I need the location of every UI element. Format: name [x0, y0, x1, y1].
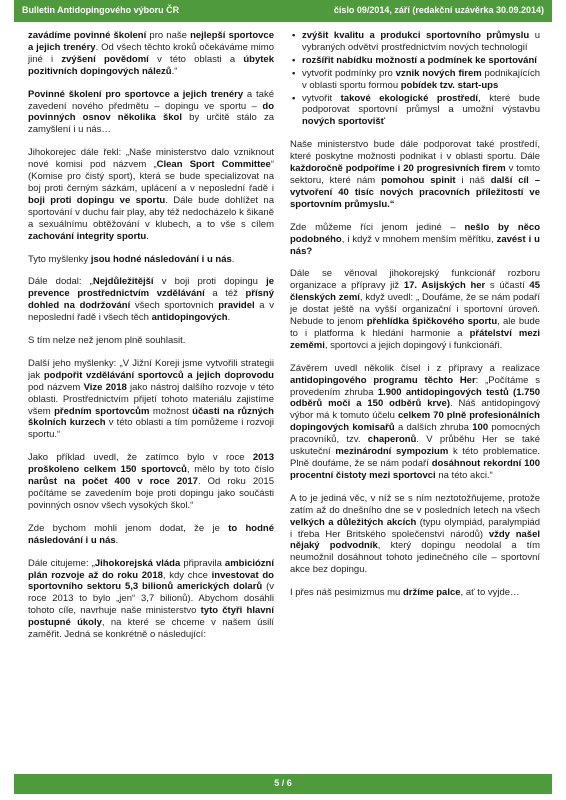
text-run: Další jeho myšlenky: „V Jižní Koreji jsme vytvořili strategii jak — [28, 357, 274, 381]
bold-text: předním sportovcům — [54, 405, 150, 417]
bold-text: zavádíme povinné školení — [28, 30, 147, 41]
text-run: jako nástroj dalšího rozvoje v této oblasti. Prostřednictvím přijetí tohoto materiálu zajistíme všem — [28, 381, 274, 417]
bold-text: celkem 70 plně profesionálních dopingových komisařů — [290, 410, 540, 434]
text-run: připravila — [180, 557, 225, 569]
bold-text: velkých a důležitých akcích — [290, 516, 417, 528]
text-run: v boji proti dopingu — [153, 276, 267, 288]
bold-text: antidopingových — [151, 312, 228, 324]
bold-text: 2013 proškoleno celkem 150 sportovců — [28, 452, 274, 476]
text-run: “ (Komise pro čistý sport), která se bude specializovat na boj proti černým sázkám, uplácení a v neposlední řadě i — [28, 159, 274, 194]
bold-text: Povinné školení pro sportovce a jejich trenéry — [28, 88, 244, 100]
text-run: pro naše — [146, 30, 191, 41]
paragraph — [290, 268, 540, 351]
bold-text: to hodné následování i u nás — [28, 522, 274, 546]
bold-text: antidopingového programu těchto Her — [290, 374, 476, 386]
text-run: , kdy chce — [162, 569, 212, 581]
bulletin-title: Bulletin Antidopingového výboru ČR — [22, 5, 180, 15]
text-run: Jako příklad uvedl, že zatímco bylo v roce — [28, 452, 253, 464]
bold-text: zachování integrity sportu — [28, 230, 147, 242]
text-run: podnikajících v oblasti sportu formou — [302, 67, 541, 91]
text-run: vytvořit podmínky pro — [302, 67, 396, 79]
text-run: možnost — [149, 405, 193, 417]
bold-text: dosáhnout rekordní 100 procentní čistoty mezi sportovci — [290, 458, 540, 481]
page-footer — [14, 774, 552, 794]
text-run: : „Počítáme s provedením zhruba — [290, 374, 540, 398]
paragraph — [28, 358, 274, 441]
text-run: Závěrem uvedl několik čísel i z přípravy a realizace — [290, 362, 540, 374]
bold-text: do povinných osnov několika škol — [28, 100, 274, 124]
paragraph — [28, 523, 274, 547]
bold-text: Jihokorejská vláda — [94, 557, 181, 569]
text-run: . — [146, 230, 149, 242]
bold-text: zavést i u nás? — [290, 233, 540, 257]
bold-text: investovat do sportovního sektoru 5,3 bilionů amerických dolarů — [28, 569, 274, 593]
text-run: (typu olympiád, paralympiád i třeba Her Britského společenství národů) — [290, 516, 540, 540]
bold-text: 17. Asijských her — [403, 280, 486, 292]
bold-text: boji proti dopingu ve sportu — [28, 194, 166, 206]
text-run: A to je jediná věc, v níž se s ním neztotožňujeme, protože zatím až do dnešního dne se v posledních letech na všech — [290, 492, 540, 516]
text-run: , který dopingu neodolal a tím neumožnil dosáhnout tohoto jedinečného cíle – sportovní akce bez dopingu. — [290, 540, 540, 576]
list-item — [290, 68, 540, 92]
bold-text: nových sportovišť — [302, 116, 386, 128]
bold-text: 45 členských zemí — [290, 280, 540, 304]
bold-text: rozšířit nabídku možností a podmínek ke sportování — [302, 54, 537, 66]
text-run: a v neposlední řadě i všech těch — [28, 300, 274, 324]
text-run: . — [115, 534, 119, 546]
text-run: . — [227, 312, 231, 324]
paragraph — [28, 335, 274, 347]
bold-text: takové ekologické prostředí — [340, 92, 479, 104]
bold-text: pravidel — [218, 300, 255, 312]
bold-text: tyto čtyři hlavní postupné úkoly — [28, 605, 274, 629]
bold-text: další cíl – vytvoření 40 tisíc nových pracovních příležitostí ve sportovním průmyslu.“ — [290, 174, 540, 210]
left-column — [28, 30, 274, 652]
text-run: (v roce 2013 to bylo „jen“ 3,7 bilionů). Abychom dosáhli tohoto cíle, navrhuje naše ministerstvo — [28, 581, 274, 617]
bold-text: ambiciózní plán rozvoje až do roku 2018 — [28, 557, 274, 581]
text-run: k této problematice. Plně doufáme, že se nám podaří — [290, 446, 540, 469]
paragraph — [290, 587, 540, 599]
text-run: na této akci.“ — [435, 469, 493, 481]
paragraph — [290, 139, 540, 210]
text-run: a také zavedení nového předmětu – dopingu ve sportu – — [28, 88, 274, 112]
text-run: Dále citujeme: „ — [28, 557, 95, 569]
bold-text: zvýšit kvalitu a produkci sportovního průmyslu — [302, 30, 530, 41]
text-run: . Od roku 2015 počítáme se zavedením boje proti dopingu jako součásti povinných osnov všech vysokých škol.“ — [28, 476, 274, 511]
bold-text: mezinárodní sympozium — [335, 446, 449, 458]
text-run: Zde bychom mohli jenom dodat, že je — [28, 522, 229, 534]
text-run: S tím nelze než jenom plně souhlasit. — [28, 335, 186, 347]
paragraph — [28, 147, 274, 242]
text-run: I přes náš pesimizmus mu — [290, 587, 403, 599]
text-run: Jihokorejec dále řekl: „Naše ministerstvo dalo vzniknout nové komisi pod názvem „ — [28, 147, 274, 171]
bold-text: narůst na počet 400 v roce 2017 — [28, 476, 198, 488]
paragraph — [290, 222, 540, 258]
bold-text: chaperonů — [367, 434, 417, 446]
list-item — [290, 30, 540, 54]
bold-text: Clean Sport Committee — [156, 159, 271, 171]
text-run: , ať to vyjde… — [460, 587, 520, 599]
text-run: Zde můžeme říci jenom jediné – — [290, 221, 465, 233]
text-run: , sportovci a jejich dopingový i funkcionáři. — [324, 339, 503, 351]
text-run: v této oblasti a tím pomůžeme i rozvoji sportu.“ — [28, 417, 274, 441]
text-run: Dále dodal: „ — [28, 276, 93, 288]
bold-text: účasti na různých školních kurzech — [28, 405, 274, 429]
list-item — [290, 93, 540, 129]
paragraph — [28, 558, 274, 641]
paragraph — [28, 89, 274, 137]
paragraph — [290, 493, 540, 576]
bold-text: nešlo by něco podobného — [290, 221, 540, 245]
text-run: Dále se věnoval jihokorejský funkcionář rozboru organizace a přípravy již — [290, 268, 540, 292]
text-run: . Dále bude dohlížet na sportování v duchu fair play, aby též nedocházelo k šikaně a sexuálnímu obtěžování v klubech, a to vše s cílem — [28, 194, 274, 230]
page-number: 5 / 6 — [274, 778, 292, 788]
bold-text: jsou hodné následování i u nás — [90, 253, 232, 265]
text-run: pod názvem — [28, 381, 84, 393]
text-run: . Náš antidopingový výbor má k tomuto účelu — [290, 398, 540, 422]
list-item — [290, 55, 540, 67]
text-run: , i když v mnohem menším měřítku, — [341, 233, 497, 245]
text-run: .“ — [171, 65, 178, 77]
text-run: , ale bude to i platforma k hledání harmonie a — [290, 316, 541, 339]
text-run: . — [231, 253, 235, 265]
paragraph — [28, 452, 274, 512]
issue-info: číslo 09/2014, září (redakční uzávěrka 30.09.2014) — [333, 5, 544, 15]
text-run: , když uvedl: „ Doufáme, že se nám podaří je dostat ještě na vyšší organizační i sportovní úroveň. Nebude to jenom — [290, 292, 540, 328]
text-run: . Od všech těchto kroků očekáváme mimo jiné i — [28, 41, 274, 65]
text-run: a dalších zhruba — [394, 422, 473, 434]
text-run: vytvořit — [302, 92, 341, 104]
paragraph — [28, 30, 274, 78]
text-run: v tomto sektoru, které nám — [290, 163, 540, 186]
bold-text: přátelství mezi zeměmi — [290, 327, 540, 351]
right-column — [290, 30, 540, 610]
bold-text: zvýšení povědomí — [61, 53, 149, 65]
page-header — [14, 0, 552, 22]
bold-text: každoročně podpoříme i 20 progresivních firem — [290, 163, 506, 175]
text-run: , na které se chceme v našem úsilí zaměřit. Jedná se konkrétně o následující: — [28, 617, 274, 641]
bold-text: přehlídka špičkového sportu — [366, 316, 498, 328]
text-run: , které bude podporovat sportovní průmysl a umožní výstavbu — [302, 92, 541, 116]
text-run: . V průběhu Her se také uskuteční — [290, 434, 540, 458]
text-run: pomocných pracovníků, tzv. — [290, 422, 540, 446]
text-run: Tyto myšlenky — [28, 253, 91, 265]
text-run: , mělo by toto číslo — [186, 464, 274, 476]
bold-text: přísný dohled na dodržování — [28, 288, 274, 312]
text-run: by určitě stálo za zamyšlení i u nás… — [28, 112, 275, 136]
bold-text: Nejdůležitější — [92, 276, 154, 288]
text-run: v této oblasti a — [148, 53, 244, 65]
text-run: i náš — [455, 174, 491, 186]
goals-list — [290, 30, 540, 128]
text-run: Naše ministerstvo bude dále podporovat také prostředí, které poskytne možnosti podnikat i v oblasti sportu. Dále — [290, 139, 540, 163]
paragraph — [290, 363, 540, 482]
text-run: všech sportovních — [130, 300, 219, 312]
bold-text: pobídek tzv. start-ups — [400, 79, 499, 91]
bold-text: úbytek pozitivních dopingových nálezů — [28, 53, 274, 77]
bold-text: vznik nových firem — [395, 67, 482, 79]
text-run: u vybraných odvětví prostřednictvím nových technologií — [302, 30, 540, 53]
bold-text: nejlepší sportovce a jejich trenéry — [28, 30, 274, 53]
bold-text: pomohou spinit — [381, 174, 456, 186]
bold-text: vždy našel nějaký podvodník — [290, 528, 540, 552]
paragraph — [28, 276, 274, 324]
bold-text: 100 — [472, 422, 489, 434]
paragraph — [28, 254, 274, 266]
bold-text: 1.900 antidopingových testů (1.750 odběrů moči a 150 odběrů krve) — [290, 386, 540, 410]
bold-text: podpořit vzdělávání sportovců a jejich doprovodu — [43, 369, 274, 381]
bold-text: je prevence prostřednictvím vzdělávání — [28, 276, 274, 300]
bold-text: držíme palce — [402, 587, 461, 599]
text-run: a též — [204, 288, 246, 300]
bold-text: Vize 2018 — [83, 381, 127, 393]
text-run: s účastí — [485, 280, 530, 292]
